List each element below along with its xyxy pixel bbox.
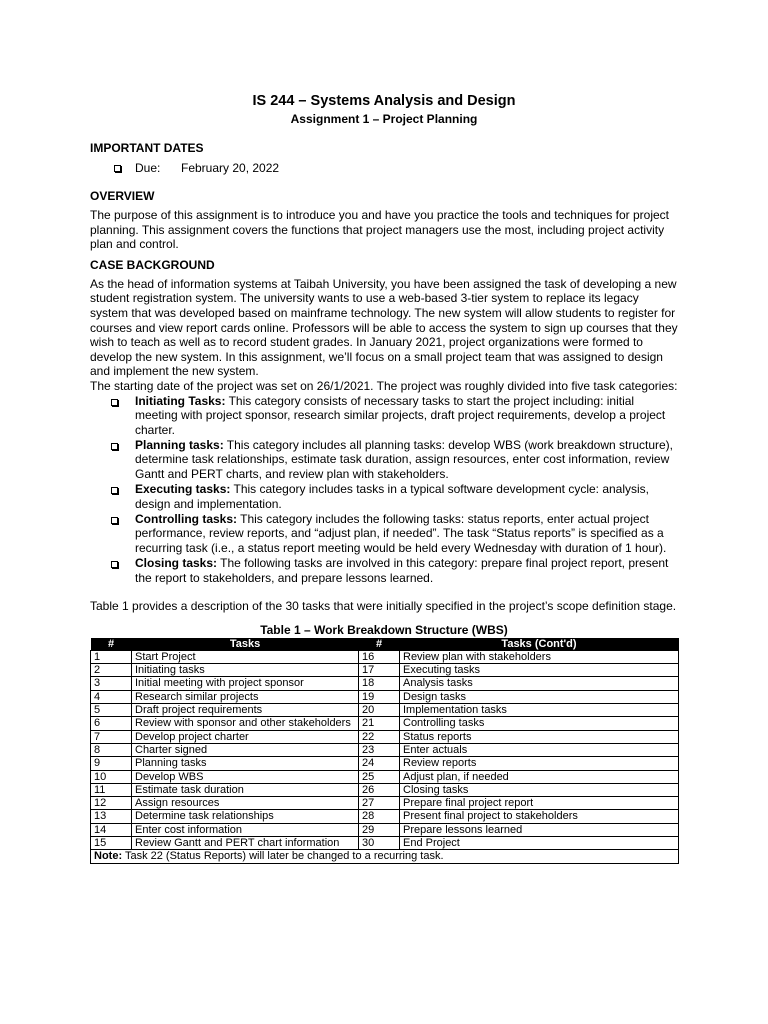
task-number-cell: 30 — [359, 837, 400, 850]
category-closing — [90, 556, 678, 585]
task-number-cell: 26 — [359, 783, 400, 796]
document-subtitle: Assignment 1 – Project Planning — [290, 112, 478, 126]
category-name: Planning tasks: — [135, 437, 224, 452]
task-number-cell: 24 — [359, 757, 400, 770]
task-number-cell: 2 — [91, 664, 132, 677]
header-number-cont: # — [359, 638, 400, 651]
checkbox-bullet-icon — [111, 561, 118, 568]
task-name-cell: Review plan with stakeholders — [400, 650, 679, 663]
document-page — [90, 92, 678, 864]
task-name-cell: Enter actuals — [400, 743, 679, 756]
task-number-cell: 5 — [91, 704, 132, 717]
task-name-cell: Prepare final project report — [400, 797, 679, 810]
checkbox-bullet-icon — [111, 399, 118, 406]
task-name-cell: Research similar projects — [132, 690, 359, 703]
due-date-item — [90, 161, 678, 176]
table-row — [91, 677, 679, 690]
wbs-table — [90, 638, 679, 864]
task-number-cell: 22 — [359, 730, 400, 743]
task-number-cell: 1 — [91, 650, 132, 663]
task-name-cell: Start Project — [132, 650, 359, 663]
task-number-cell: 15 — [91, 837, 132, 850]
task-number-cell: 21 — [359, 717, 400, 730]
category-initiating — [90, 394, 678, 438]
task-name-cell: Controlling tasks — [400, 717, 679, 730]
table-row — [91, 823, 679, 836]
task-number-cell: 7 — [91, 730, 132, 743]
task-name-cell: Analysis tasks — [400, 677, 679, 690]
category-name: Closing tasks: — [135, 556, 218, 571]
task-number-cell: 4 — [91, 690, 132, 703]
task-number-cell: 19 — [359, 690, 400, 703]
task-name-cell: Executing tasks — [400, 664, 679, 677]
case-background-paragraph: As the head of information systems at Taibah University, you have been assigned the task of developing a new student registration system. The university wants to use a web-based 3-tier system to replace its legacy system that was developed based on mainframe technology. The new system will allow students to register for courses and view report cards online. Professors will be able to access the system to sign up courses that they wish to teach as well as to record student grades. In January 2021, project organizations were formed to develop the new system. In this assignment, we’ll focus on a small project team that was assigned to design and implement the new system. — [90, 276, 678, 379]
task-name-cell: Adjust plan, if needed — [400, 770, 679, 783]
task-number-cell: 14 — [91, 823, 132, 836]
table-row — [91, 797, 679, 810]
task-name-cell: Implementation tasks — [400, 704, 679, 717]
checkbox-bullet-icon — [111, 517, 118, 524]
task-number-cell: 6 — [91, 717, 132, 730]
table-row — [91, 837, 679, 850]
category-planning — [90, 438, 678, 482]
overview-text: The purpose of this assignment is to introduce you and have you practice the tools and techniques for project planning. This assignment covers the functions that project managers use the most, including project activity plan and control. — [90, 208, 670, 252]
table-header-row — [91, 638, 679, 651]
due-label: Due: — [135, 161, 161, 175]
task-name-cell: Planning tasks — [132, 757, 359, 770]
task-number-cell: 28 — [359, 810, 400, 823]
category-text: This category includes the following tasks: status reports, enter actual project performance, review reports, and “adjust plan, if needed”. The task “Status reports” is specified as a recurring task (i.e., a status report meeting would be held every Wednesday with duration of 1 hour). — [135, 511, 667, 555]
task-name-cell: Draft project requirements — [132, 704, 359, 717]
category-controlling — [90, 512, 678, 556]
task-name-cell: Closing tasks — [400, 783, 679, 796]
task-number-cell: 27 — [359, 797, 400, 810]
task-name-cell: Develop project charter — [132, 730, 359, 743]
task-name-cell: Charter signed — [132, 743, 359, 756]
task-name-cell: Review reports — [400, 757, 679, 770]
task-name-cell: Enter cost information — [132, 823, 359, 836]
task-number-cell: 16 — [359, 650, 400, 663]
table-note — [91, 850, 679, 863]
document-title: IS 244 – Systems Analysis and Design — [252, 93, 516, 109]
table-row — [91, 770, 679, 783]
category-name: Controlling tasks: — [135, 511, 238, 526]
due-date-value: February 20, 2022 — [181, 161, 280, 175]
table-row — [91, 783, 679, 796]
task-number-cell: 3 — [91, 677, 132, 690]
table-body — [91, 650, 679, 849]
table-row — [91, 650, 679, 663]
task-name-cell: End Project — [400, 837, 679, 850]
table-title: Table 1 – Work Breakdown Structure (WBS) — [260, 622, 508, 637]
table-row — [91, 757, 679, 770]
checkbox-bullet-icon — [111, 487, 118, 494]
task-number-cell: 25 — [359, 770, 400, 783]
header-tasks: Tasks — [132, 638, 359, 651]
task-number-cell: 8 — [91, 743, 132, 756]
table-row — [91, 690, 679, 703]
task-name-cell: Design tasks — [400, 690, 679, 703]
checkbox-bullet-icon — [114, 165, 121, 172]
table-intro-text: Table 1 provides a description of the 30 tasks that were initially specified in the project’s scope definition stage. — [90, 599, 677, 614]
note-label: Note: — [94, 850, 123, 863]
task-name-cell: Assign resources — [132, 797, 359, 810]
checkbox-bullet-icon — [111, 443, 118, 450]
task-name-cell: Initial meeting with project sponsor — [132, 677, 359, 690]
project-start-paragraph: The starting date of the project was set on 26/1/2021. The project was roughly divided into five task categories: — [90, 378, 678, 393]
task-name-cell: Review with sponsor and other stakeholders — [132, 717, 359, 730]
table-row — [91, 730, 679, 743]
case-background-heading: CASE BACKGROUND — [90, 257, 215, 272]
overview-heading: OVERVIEW — [90, 189, 155, 203]
category-text: The following tasks are involved in this category: prepare final project report, present the report to stakeholders, and prepare lessons learned. — [135, 556, 669, 585]
category-text: This category consists of necessary tasks to start the project including: initial meeting with project sponsor, research similar projects, draft project requirements, develop a project charter. — [135, 393, 666, 437]
task-name-cell: Develop WBS — [132, 770, 359, 783]
category-executing — [90, 482, 678, 511]
task-number-cell: 9 — [91, 757, 132, 770]
category-name: Executing tasks: — [135, 482, 231, 497]
task-number-cell: 10 — [91, 770, 132, 783]
task-name-cell: Estimate task duration — [132, 783, 359, 796]
task-name-cell: Status reports — [400, 730, 679, 743]
category-text: This category includes all planning tasks: develop WBS (work breakdown structure), determine task relationships, estimate task duration, assign resources, enter cost information, review Gantt and PERT charts, and review plan with stakeholders. — [135, 437, 674, 481]
task-number-cell: 20 — [359, 704, 400, 717]
note-text: Task 22 (Status Reports) will later be changed to a recurring task. — [122, 850, 444, 863]
task-number-cell: 13 — [91, 810, 132, 823]
task-number-cell: 29 — [359, 823, 400, 836]
task-number-cell: 18 — [359, 677, 400, 690]
header-tasks-cont: Tasks (Cont'd) — [400, 638, 679, 651]
task-name-cell: Present final project to stakeholders — [400, 810, 679, 823]
table-row — [91, 810, 679, 823]
task-number-cell: 17 — [359, 664, 400, 677]
table-row — [91, 717, 679, 730]
task-number-cell: 12 — [91, 797, 132, 810]
table-row — [91, 743, 679, 756]
table-note-row — [91, 850, 679, 863]
task-name-cell: Determine task relationships — [132, 810, 359, 823]
category-name: Initiating Tasks: — [135, 393, 226, 408]
task-name-cell: Initiating tasks — [132, 664, 359, 677]
task-number-cell: 23 — [359, 743, 400, 756]
task-name-cell: Prepare lessons learned — [400, 823, 679, 836]
important-dates-heading: IMPORTANT DATES — [90, 141, 204, 155]
header-number: # — [91, 638, 132, 651]
table-row — [91, 704, 679, 717]
task-category-list — [90, 394, 678, 586]
table-row — [91, 664, 679, 677]
task-number-cell: 11 — [91, 783, 132, 796]
task-name-cell: Review Gantt and PERT chart information — [132, 837, 359, 850]
category-text: This category includes tasks in a typical software development cycle: analysis, design and implementation. — [135, 482, 650, 511]
